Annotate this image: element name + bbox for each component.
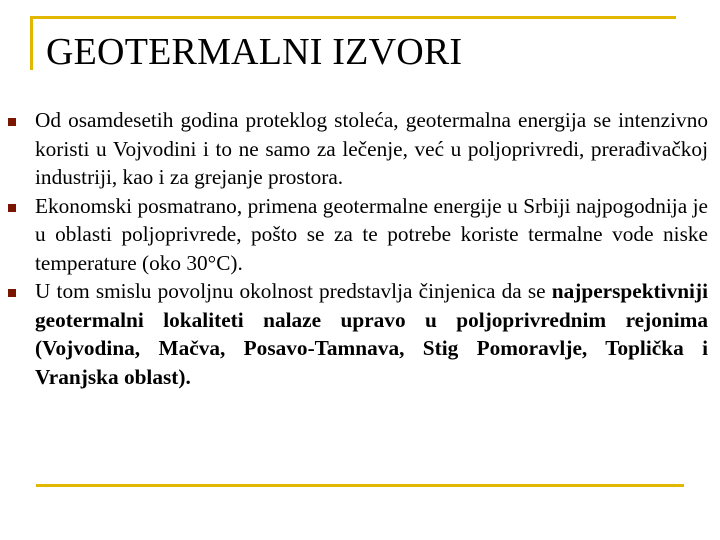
square-bullet-icon [8, 204, 16, 212]
bullet-text: U tom smislu povoljnu okolnost predstavlja činjenica da se [35, 279, 552, 303]
list-item [0, 192, 720, 278]
bullet-text: Ekonomski posmatrano, primena geotermalne energije u Srbiji najpogodnija je u oblasti poljoprivrede, pošto se za te potrebe koriste termalne vode niske temperature (oko 30°C). [35, 193, 708, 275]
page-title: GEOTERMALNI IZVORI [46, 31, 463, 73]
title-frame-left-rule [30, 16, 33, 70]
bullet-text: Od osamdesetih godina proteklog stoleća, geotermalna energija se intenzivno koristi u Vojvodini i to ne samo za lečenje, već u poljoprivredi, prerađivačkoj industriji, kao i za grejanje prostora. [35, 108, 708, 189]
bottom-rule [36, 484, 684, 487]
list-item [0, 106, 720, 192]
square-bullet-icon [8, 118, 16, 126]
bullet-bold-text: najperspektivniji geotermalni lokaliteti nalaze upravo u poljoprivrednim rejonima (Vojvodina, Mačva, Posavo-Tamnava, Stig Pomoravlje, Toplička i Vranjska oblast). [35, 279, 708, 389]
list-item [0, 277, 720, 391]
title-frame-top-rule [30, 16, 676, 19]
bullet-list [0, 106, 720, 391]
square-bullet-icon [8, 289, 16, 297]
